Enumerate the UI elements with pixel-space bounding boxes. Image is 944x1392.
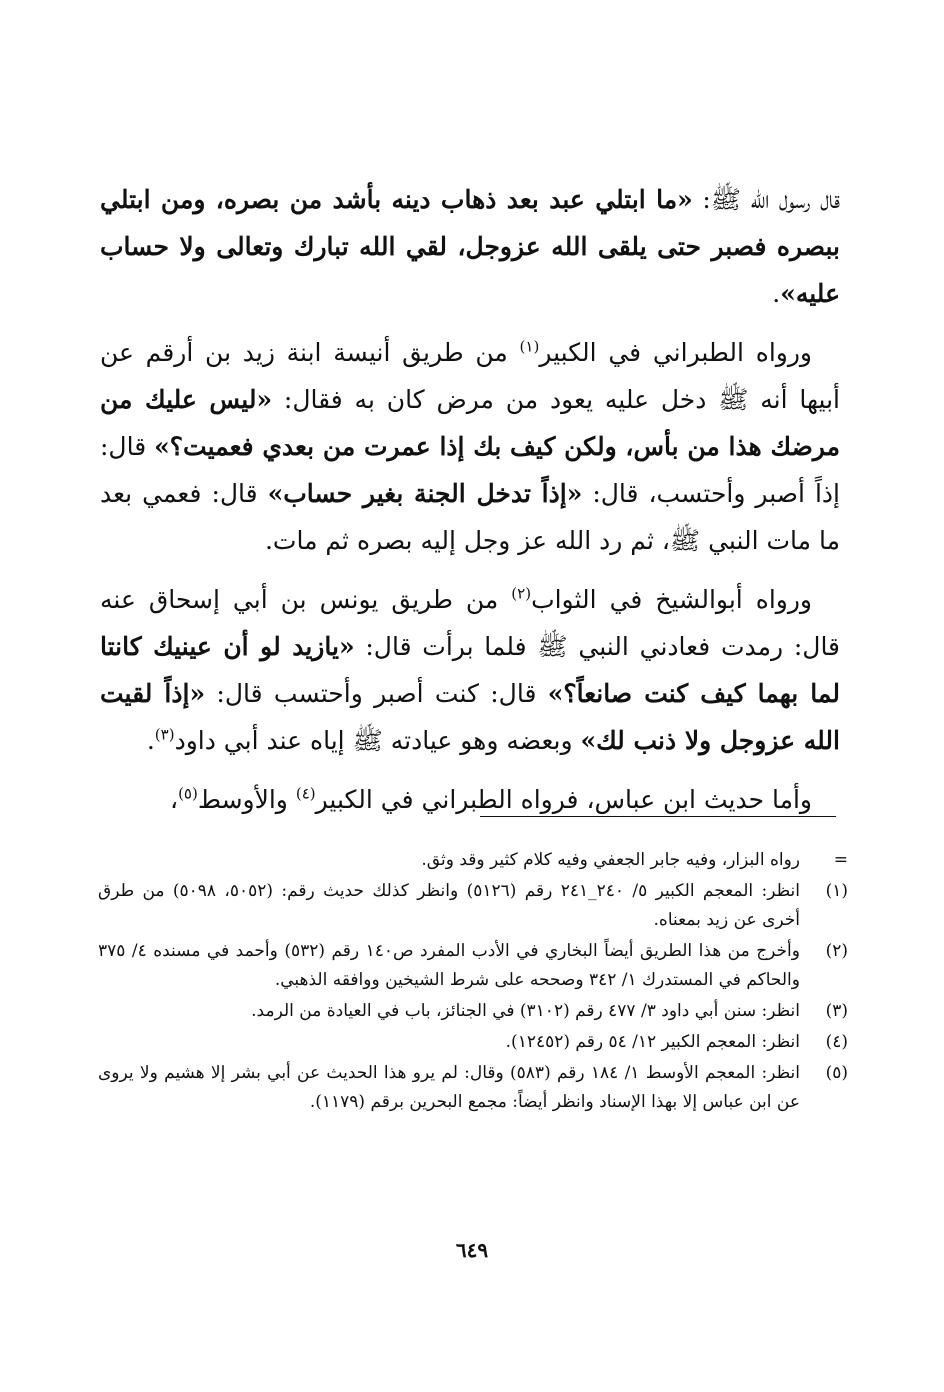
footnote-text: وأخرج من هذا الطريق أيضاً البخاري في الأدب المفرد ص١٤٠ رقم (٥٣٢) وأحمد في مسنده ٤/ ٣٧٥ والحاكم في المستدرك ١/ ٣٤٢ وصححه على شرط الشيخين ووافقه الذهبي.	[98, 941, 800, 990]
p3-end: .	[146, 726, 155, 755]
paragraph-1	[100, 176, 840, 317]
footnote-ref-3: (٣)	[154, 725, 175, 744]
p3-text-1: ورواه أبوالشيخ في الثواب	[531, 585, 812, 614]
footnote-ref-2: (٢)	[511, 584, 532, 603]
footnote-text: انظر: المعجم الكبير ٥/ ٢٤٠_٢٤١ رقم (٥١٢٦) وانظر كذلك حديث رقم: (٥٠٥٢، ٥٠٩٨) من طرق أخرى عن زيد بمعناه.	[98, 881, 801, 930]
footnote-number: (١)	[825, 881, 848, 901]
footnote-ref-5: (٥)	[178, 784, 198, 803]
p1-end: .	[772, 279, 781, 308]
p4-text-2: والأوسط	[197, 785, 296, 814]
footnote-number: (٢)	[825, 941, 848, 961]
footnote-text: انظر: المعجم الأوسط ١/ ١٨٤ رقم (٥٨٣) وقال: لم يرو هذا الحديث عن أبي بشر إلا هشيم ولا يروى عن ابن عباس إلا بهذا الإسناد وانظر أيضاً: مجمع البحرين برقم (١١٧٩).	[98, 1063, 800, 1112]
footnote-item	[98, 846, 848, 875]
p3-quote-1: «يازيد لو أن عينيك كانتا لما بهما كيف كنت صانعاً؟»	[100, 632, 840, 708]
footnote-text: انظر: سنن أبي داود ٣/ ٤٧٧ رقم (٣١٠٢) في الجنائز، باب في العيادة من الرمد.	[251, 1001, 800, 1021]
footnote-item	[98, 937, 848, 995]
p2-text-2: من طريق أنيسة ابنة زيد بن أرقم عن أبيها أنه ﷺ دخل عليه يعود من مرض كان به فقال:	[100, 338, 840, 414]
footnote-number: (٤)	[825, 1032, 848, 1052]
p3-text-4: وبعضه وهو عيادته ﷺ إياه عند أبي داود	[174, 726, 581, 755]
footnote-item	[98, 997, 848, 1026]
footnote-ref-4: (٤)	[295, 784, 316, 803]
footnote-item	[98, 1028, 848, 1057]
paragraph-3	[100, 576, 840, 764]
footnote-text: انظر: المعجم الكبير ١٢/ ٥٤ رقم (١٢٤٥٢).	[505, 1032, 800, 1052]
footnote-number: (٥)	[825, 1063, 848, 1083]
p2-quote-1: «ليس عليك من مرضك هذا من بأس، ولكن كيف بك إذا عمرت من بعدي فعميت؟»	[100, 385, 840, 461]
footnote-item	[98, 1059, 848, 1117]
p2-text-3: قال: إذاً أصبر وأحتسب، قال:	[100, 432, 840, 508]
p2-quote-2: «إذاً تدخل الجنة بغير حساب»	[267, 479, 583, 508]
paragraph-2	[100, 329, 840, 564]
footnote-item	[98, 877, 848, 935]
p3-text-2: من طريق يونس بن أبي إسحاق عنه قال: رمدت فعادني النبي ﷺ فلما برأت قال:	[100, 585, 841, 661]
p1-intro: قال رسول الله ﷺ:	[692, 185, 840, 214]
footnote-text: رواه البزار، وفيه جابر الجعفي وفيه كلام كثير وقد وثق.	[421, 850, 800, 870]
footnotes	[98, 846, 848, 1119]
page-number: ٦٤٩	[455, 1238, 489, 1262]
footnote-ref-1: (١)	[519, 337, 540, 356]
footnote-number: =	[833, 850, 848, 870]
p1-quote: «ما ابتلي عبد بعد ذهاب دينه بأشد من بصره، ومن ابتلي ببصره فصبر حتى يلقى الله عزوجل، لقي الله تبارك وتعالى ولا حساب عليه»	[100, 185, 840, 308]
footnote-separator	[480, 816, 836, 817]
p2-text-4: قال: فعمي بعد ما مات النبي ﷺ، ثم رد الله عز وجل إليه بصره ثم مات.	[100, 479, 840, 555]
p4-end: ،	[169, 785, 179, 814]
footnote-number: (٣)	[825, 1001, 848, 1021]
p3-text-3: قال: كنت أصبر وأحتسب قال:	[205, 679, 548, 708]
p4-text-1: وأما حديث ابن عباس، فرواه الطبراني في الكبير	[315, 785, 812, 814]
p3-quote-2: «إذاً لقيت الله عزوجل ولا ذنب لك»	[100, 679, 840, 755]
p2-text-1: ورواه الطبراني في الكبير	[539, 338, 812, 367]
main-text	[100, 176, 840, 835]
